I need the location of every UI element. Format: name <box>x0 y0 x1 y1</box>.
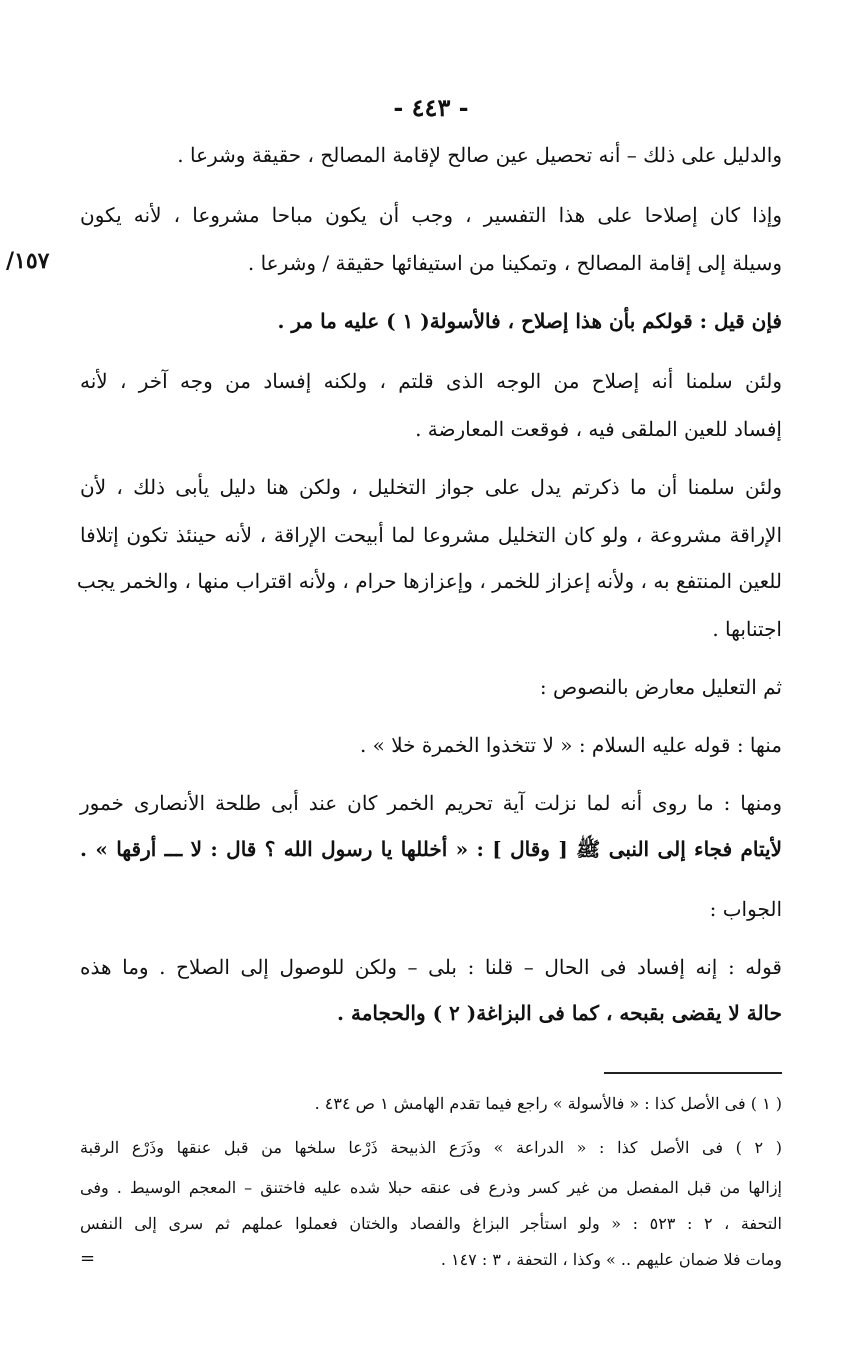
footnote-line: التحفة ، ٢ : ٥٢٣ : « ولو استأجر البزاغ والفصاد والختان فعملوا عملهم ثم سرى إلى النفس <box>80 1214 783 1233</box>
footnote-line: ( ٢ ) فى الأصل كذا : « الدراعة » وذَرَع الذبيحة ذَرْعا سلخها من قبل عنقها وذَرْع الرقبة <box>80 1138 783 1157</box>
page-number: - ٤٤٣ - <box>393 93 469 122</box>
text-line: الإراقة مشروعة ، ولو كان التخليل مشروعا لما أبيحت الإراقة ، لأنه حينئذ تكون إتلافا <box>80 523 782 547</box>
text-line: ولئن سلمنا أنه إصلاح من الوجه الذى قلتم ، ولكنه إفساد من وجه آخر ، لأنه <box>80 369 782 393</box>
text-line: والدليل على ذلك – أنه تحصيل عين صالح لإقامة المصالح ، حقيقة وشرعا . <box>177 143 782 167</box>
footnote-line: ومات فلا ضمان عليهم .. » وكذا ، التحفة ، ٣ : ١٤٧ . <box>440 1250 782 1269</box>
text-line: لأيتام فجاء إلى النبى ﷺ [ وقال ] : « أخللها يا رسول الله ؟ قال : لا ـــ أرقها » . <box>80 837 782 861</box>
text-line: للعين المنتفع به ، ولأنه إعزاز للخمر ، وإعزازها حرام ، ولأنه اقتراب منها ، والخمر يجب <box>76 569 782 593</box>
text-line: ثم التعليل معارض بالنصوص : <box>539 675 782 699</box>
margin-note: ١٥٧/ <box>6 248 50 274</box>
footnote-line: إزالها من قبل المفصل من غير كسر وذرع فى عنقه حبلا شده عليه فاختنق – المعجم الوسيط . وفى <box>80 1178 782 1197</box>
text-line: اجتنابها . <box>712 617 782 641</box>
text-line: ومنها : ما روى أنه لما نزلت آية تحريم الخمر كان عند أبى طلحة الأنصارى خمور <box>80 791 782 815</box>
text-line: الجواب : <box>709 897 782 921</box>
footnote-separator <box>604 1072 782 1074</box>
text-line: حالة لا يقضى بقبحه ، كما فى البزاغة( ٢ ) والحجامة . <box>337 1001 782 1025</box>
continuation-mark: = <box>80 1248 96 1269</box>
footnote-line: ( ١ ) فى الأصل كذا : « فالأسولة » راجع فيما تقدم الهامش ١ ص ٤٣٤ . <box>314 1094 782 1113</box>
text-line: إفساد للعين الملقى فيه ، فوقعت المعارضة . <box>415 417 782 441</box>
text-line: منها : قوله عليه السلام : « لا تتخذوا الخمرة خلا » . <box>359 733 782 757</box>
text-line: وإذا كان إصلاحا على هذا التفسير ، وجب أن يكون مباحا مشروعا ، لأنه يكون <box>80 203 782 227</box>
text-line: ولئن سلمنا أن ما ذكرتم يدل على جواز التخليل ، ولكن هنا دليل يأبى ذلك ، لأن <box>80 475 782 499</box>
text-line: فإن قيل : قولكم بأن هذا إصلاح ، فالأسولة( ١ ) عليه ما مر . <box>277 309 782 333</box>
text-line: قوله : إنه إفساد فى الحال – قلنا : بلى – ولكن للوصول إلى الصلاح . وما هذه <box>80 955 782 979</box>
text-line: وسيلة إلى إقامة المصالح ، وتمكينا من استيفائها حقيقة / وشرعا . <box>247 251 782 275</box>
